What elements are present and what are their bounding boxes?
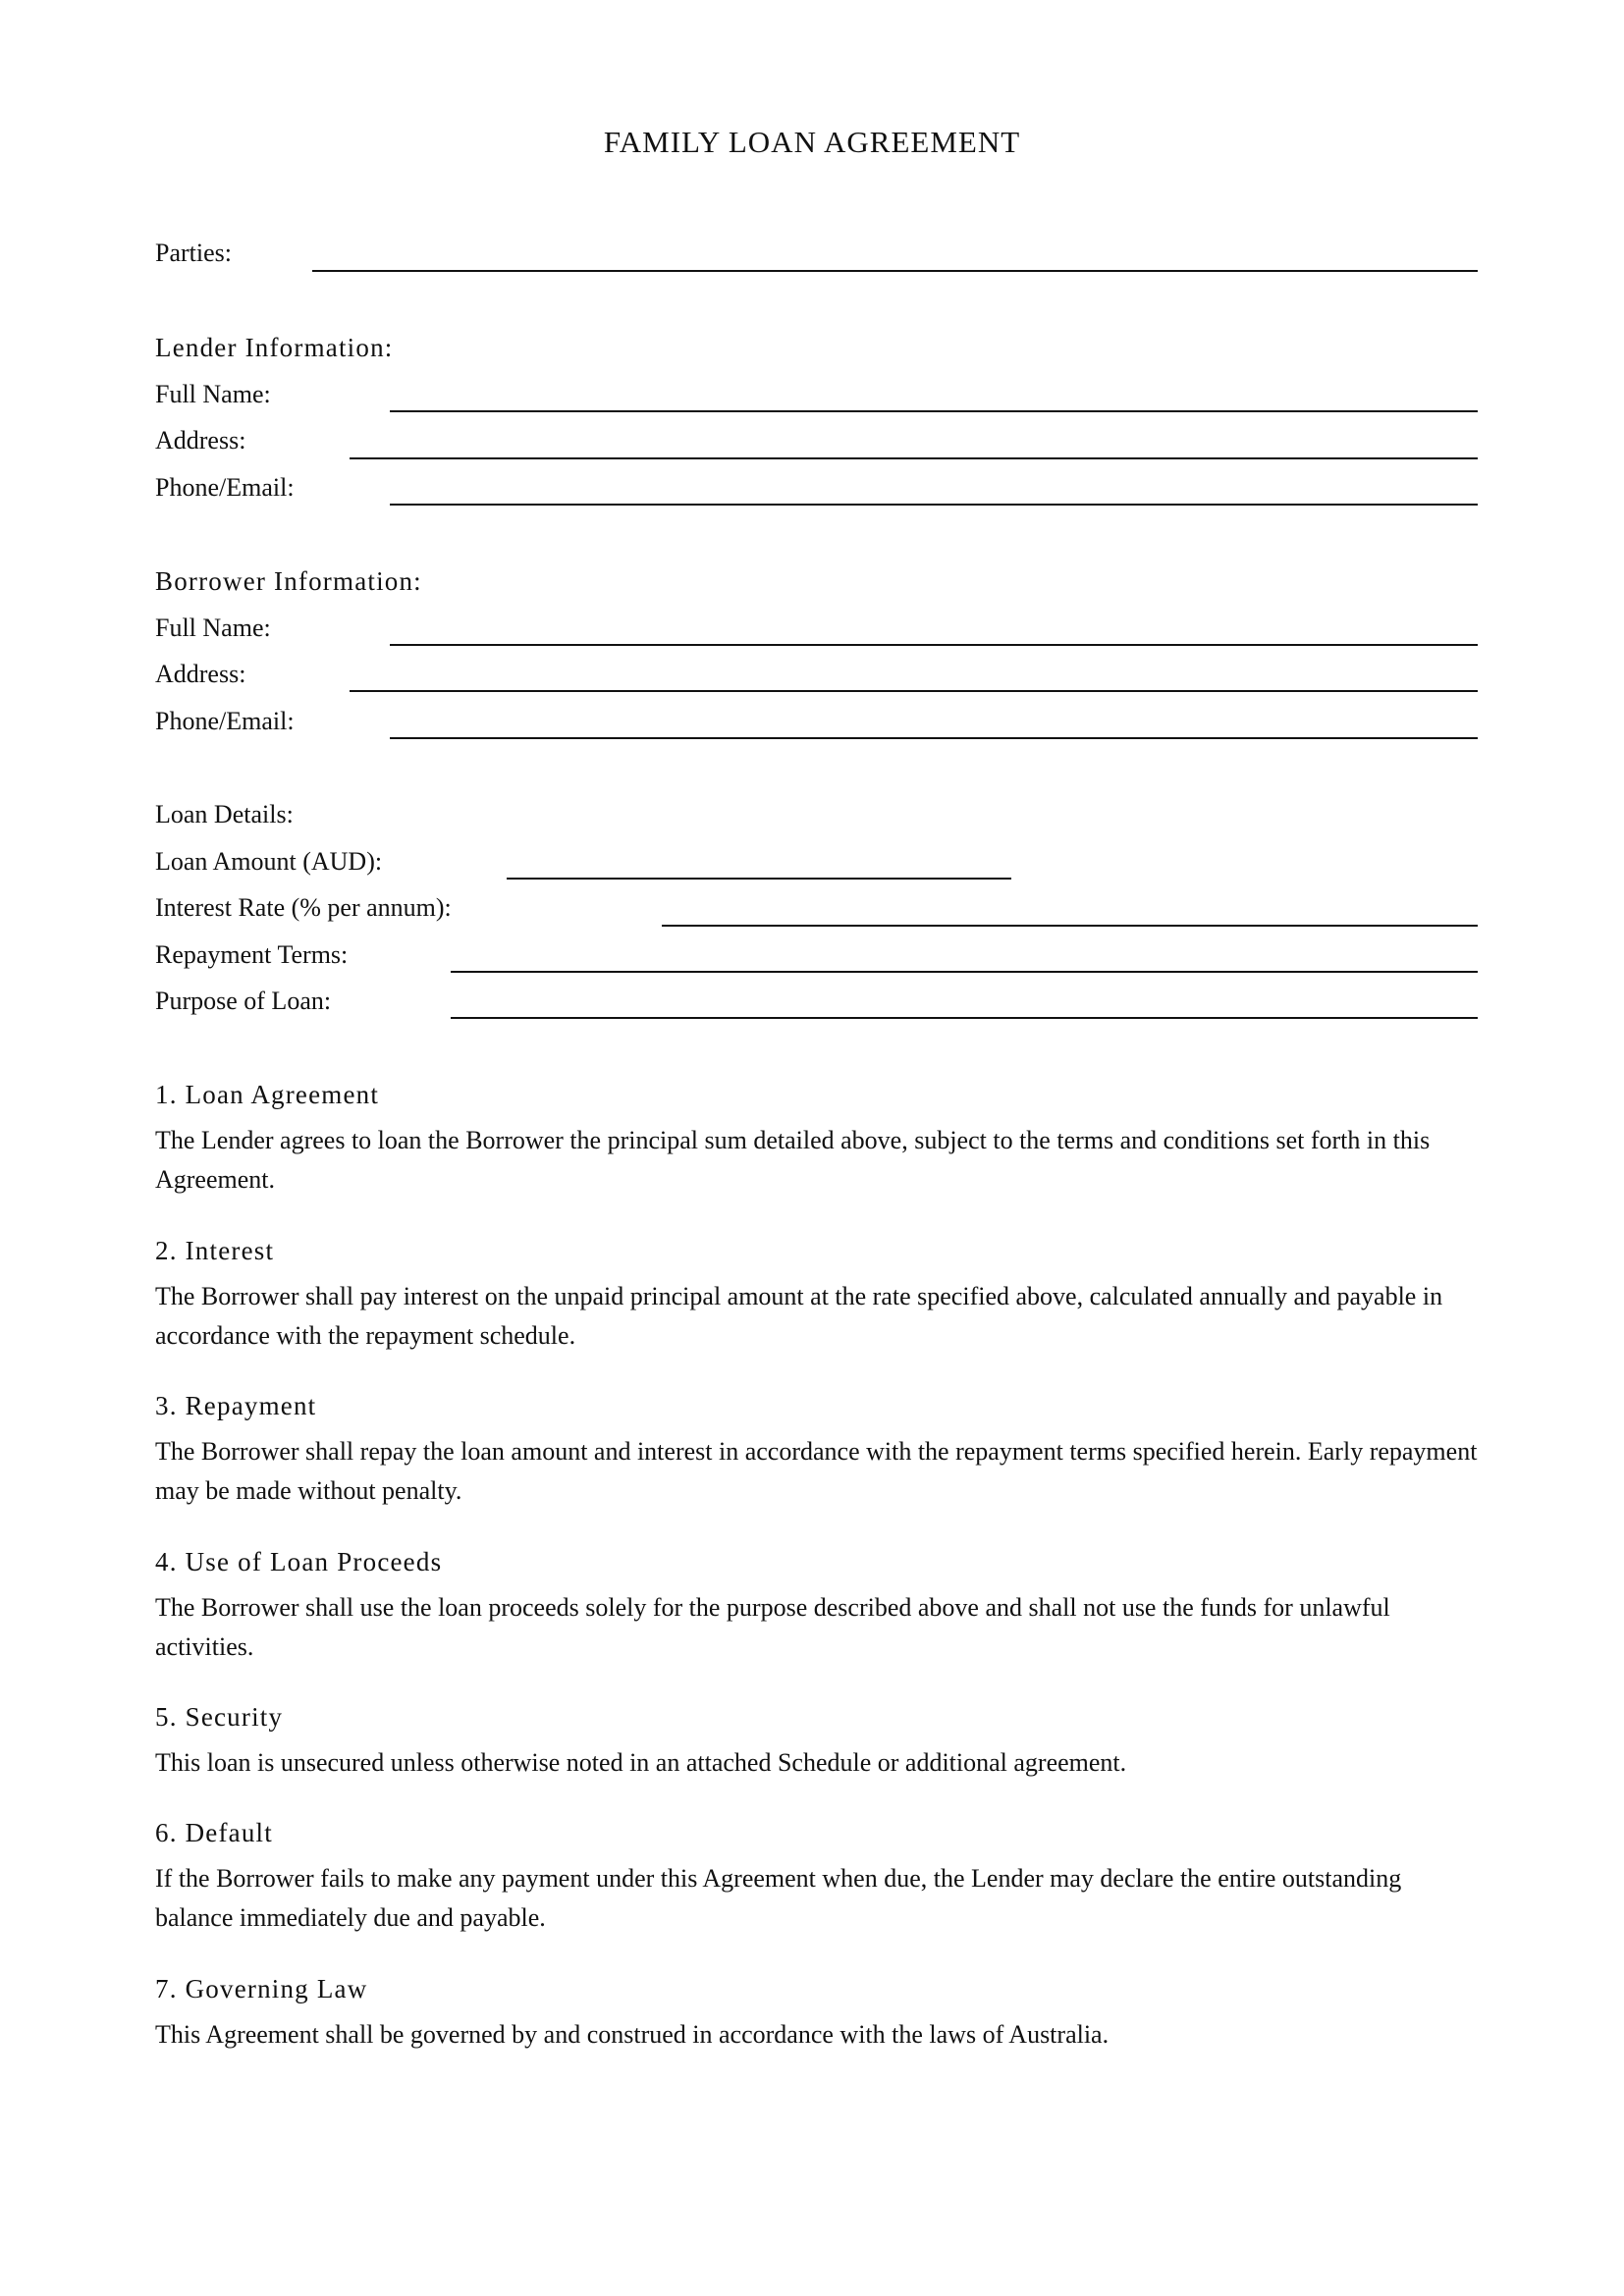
- repayment-terms-label: Repayment Terms:: [155, 940, 349, 969]
- purpose-field[interactable]: [451, 1017, 1478, 1019]
- clause-4-body: The Borrower shall use the loan proceeds solely for the purpose described above and shall not use the funds for unlawful activities.: [155, 1593, 1390, 1661]
- borrower-phone-email-field[interactable]: [390, 737, 1478, 739]
- interest-rate-field[interactable]: [662, 925, 1478, 927]
- clause-1-title: 1. Loan Agreement: [155, 1080, 380, 1109]
- lender-full-name-label: Full Name:: [155, 380, 271, 408]
- loan-details-heading: Loan Details:: [155, 800, 294, 828]
- lender-phone-email-field[interactable]: [390, 504, 1478, 506]
- borrower-heading: Borrower Information:: [155, 566, 422, 596]
- document-title: FAMILY LOAN AGREEMENT: [603, 125, 1021, 159]
- clause-6-title: 6. Default: [155, 1818, 273, 1847]
- clause-5-body: This loan is unsecured unless otherwise noted in an attached Schedule or additional agreement.: [155, 1748, 1127, 1777]
- borrower-address-field[interactable]: [350, 690, 1478, 692]
- borrower-address-label: Address:: [155, 660, 246, 688]
- clause-6-body: If the Borrower fails to make any payment under this Agreement when due, the Lender may declare the entire outstanding balance immediately due and payable.: [155, 1864, 1402, 1932]
- loan-amount-field[interactable]: [507, 878, 1011, 880]
- clause-4-title: 4. Use of Loan Proceeds: [155, 1547, 443, 1576]
- parties-label: Parties:: [155, 239, 232, 267]
- borrower-phone-email-label: Phone/Email:: [155, 707, 295, 735]
- clause-2-body: The Borrower shall pay interest on the unpaid principal amount at the rate specified above, calculated annually and payable in accordance with the repayment schedule.: [155, 1282, 1443, 1350]
- clause-5-title: 5. Security: [155, 1702, 284, 1732]
- lender-full-name-field[interactable]: [390, 410, 1478, 412]
- purpose-label: Purpose of Loan:: [155, 987, 332, 1015]
- clause-2-title: 2. Interest: [155, 1236, 275, 1265]
- lender-heading: Lender Information:: [155, 333, 394, 362]
- interest-rate-label: Interest Rate (% per annum):: [155, 893, 452, 922]
- clause-7-title: 7. Governing Law: [155, 1974, 368, 2003]
- lender-address-field[interactable]: [350, 457, 1478, 459]
- repayment-terms-field[interactable]: [451, 971, 1478, 973]
- lender-address-label: Address:: [155, 426, 246, 454]
- clause-7-body: This Agreement shall be governed by and construed in accordance with the laws of Australia.: [155, 2020, 1110, 2049]
- loan-amount-label: Loan Amount (AUD):: [155, 847, 383, 876]
- clause-3-body: The Borrower shall repay the loan amount and interest in accordance with the repayment terms specified herein. Early repayment may be made without penalty.: [155, 1437, 1478, 1505]
- lender-phone-email-label: Phone/Email:: [155, 473, 295, 502]
- borrower-full-name-label: Full Name:: [155, 614, 271, 642]
- parties-field[interactable]: [312, 270, 1478, 272]
- clause-3-title: 3. Repayment: [155, 1391, 317, 1420]
- clause-1-body: The Lender agrees to loan the Borrower the principal sum detailed above, subject to the terms and conditions set forth in this Agreement.: [155, 1126, 1431, 1194]
- borrower-full-name-field[interactable]: [390, 644, 1478, 646]
